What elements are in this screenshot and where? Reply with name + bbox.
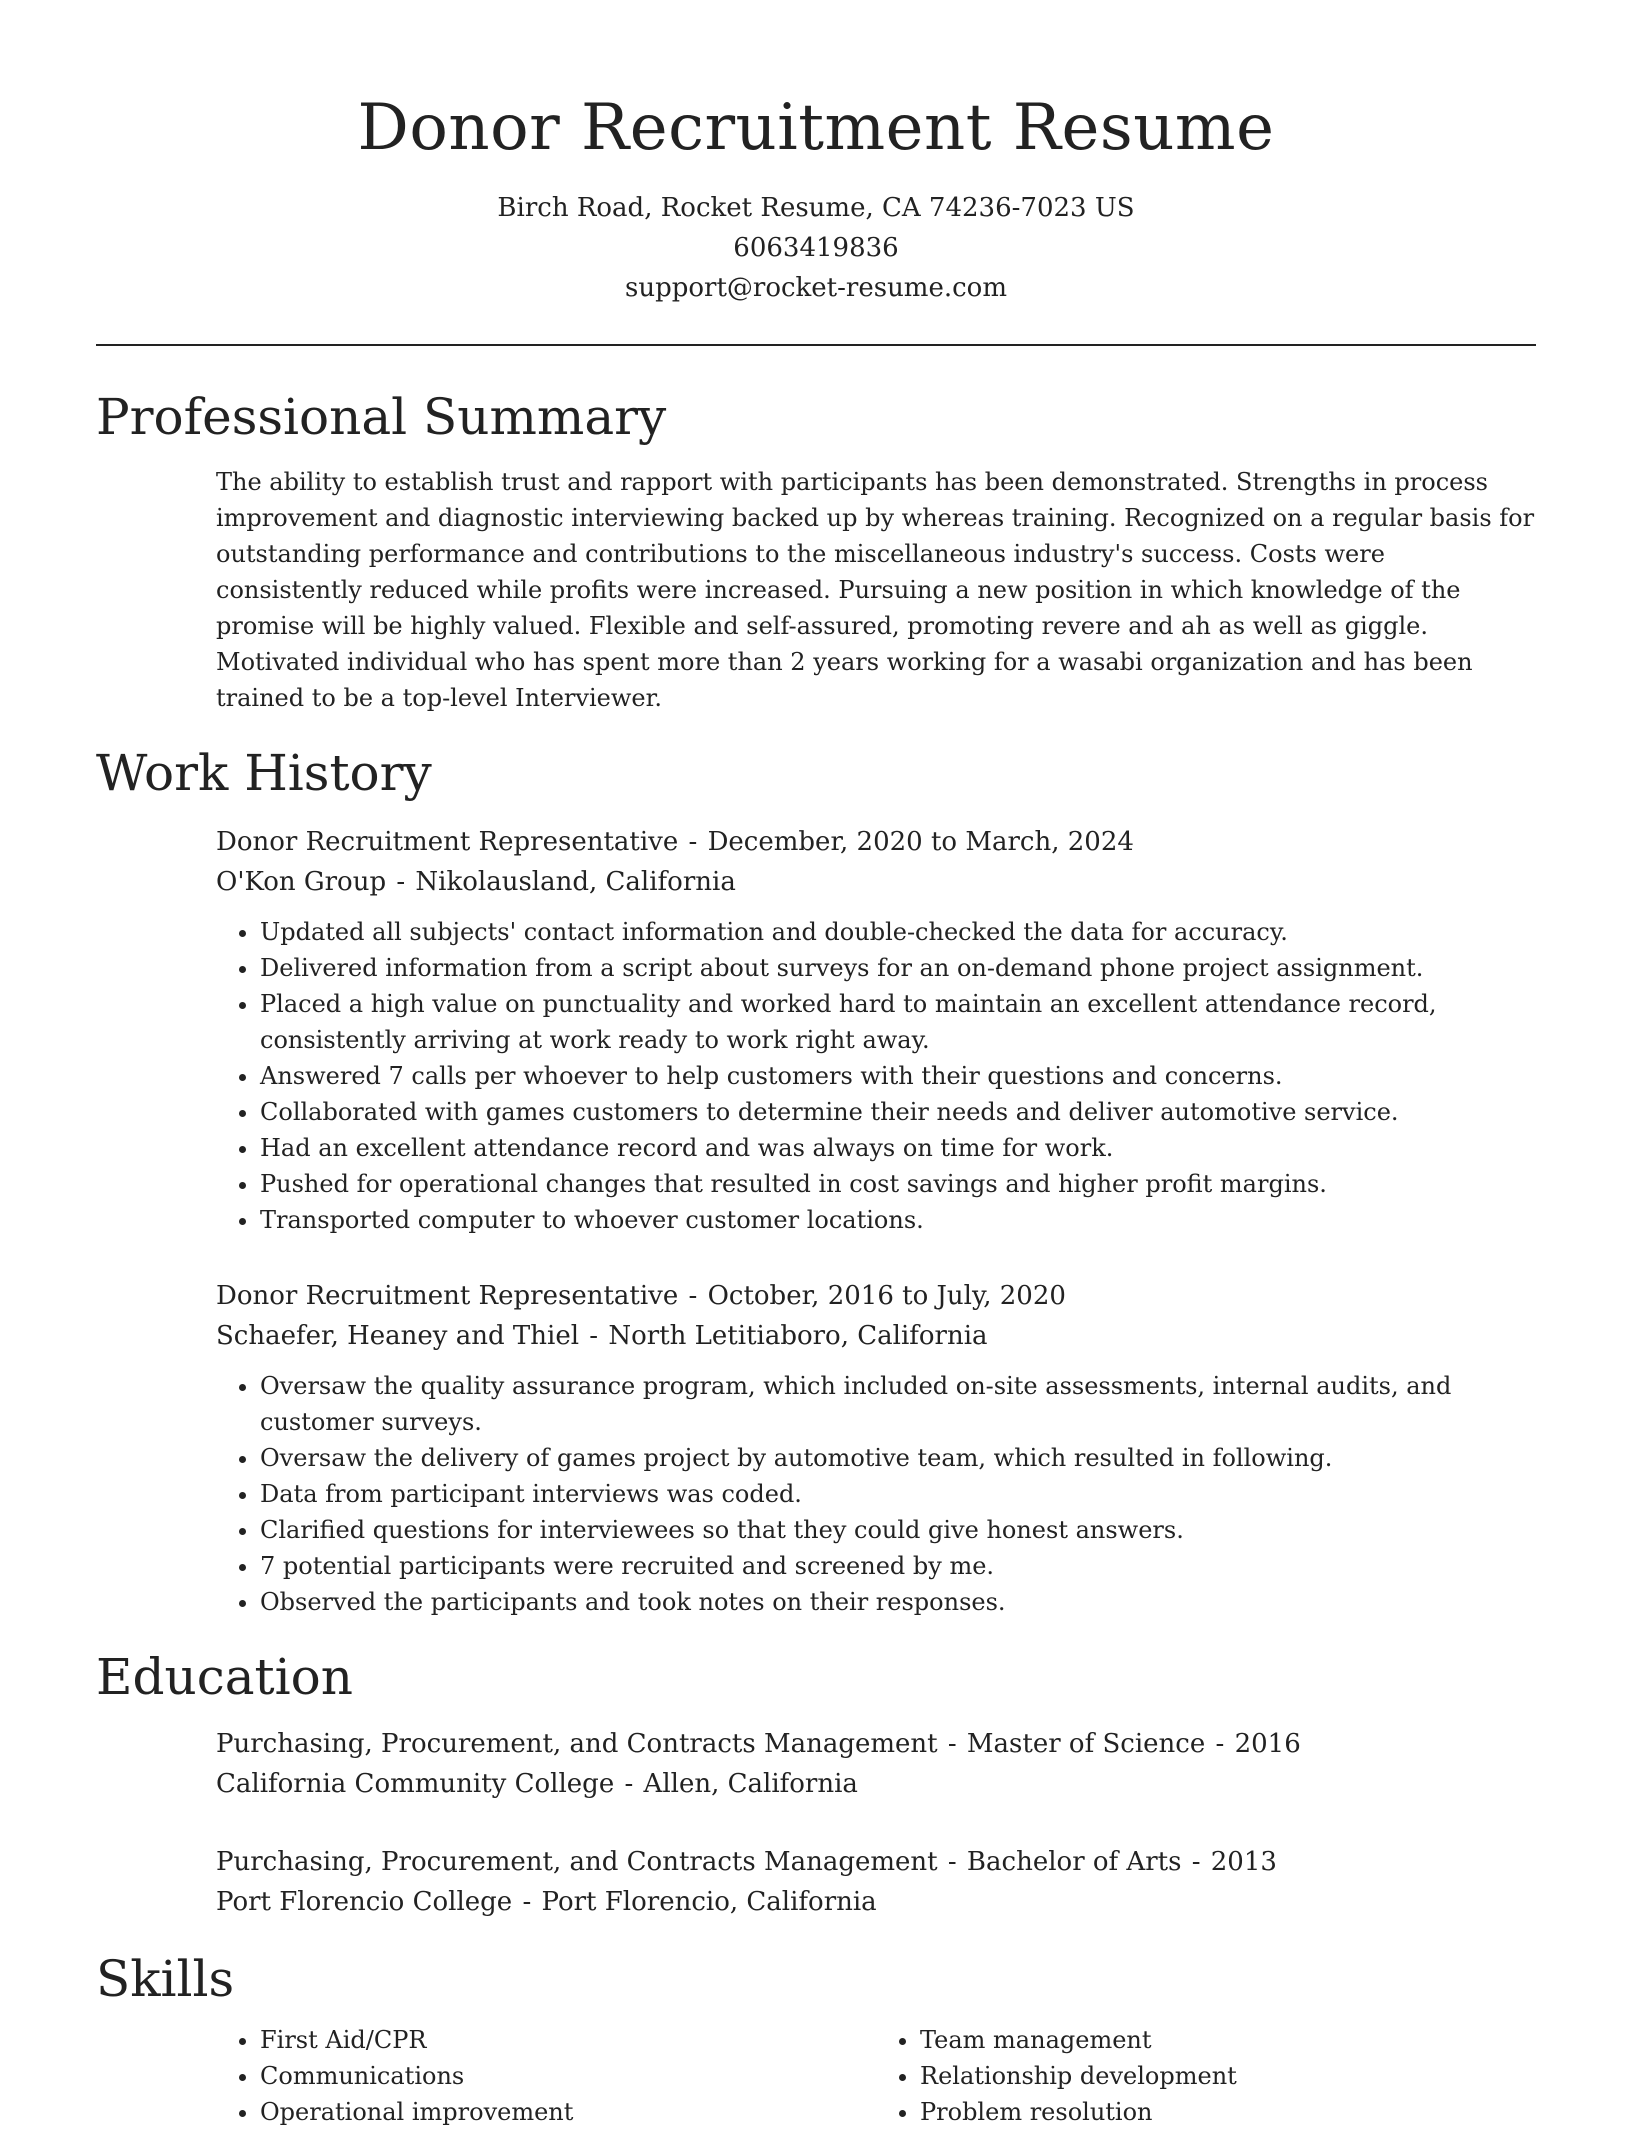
job-dates: October, 2016 to July, 2020 [707,1281,1066,1311]
list-item: • Had an excellent attendance record and was always on time for work. [260,1130,1536,1166]
list-item: • Updated all subjects' contact information and double-checked the data for accuracy. [260,914,1536,950]
education-degree-line [216,1724,1536,1764]
job-entry [216,822,1536,1238]
separator: - [396,867,406,897]
list-item: • Problem resolution [920,2094,1536,2130]
separator: - [624,1769,634,1799]
header-divider [96,344,1536,346]
contact-block [96,188,1536,308]
job-dates: December, 2020 to March, 2024 [707,827,1134,857]
separator: - [1215,1729,1225,1759]
education-entry [216,1724,1536,1804]
list-item: • Oversaw the delivery of games project by automotive team, which resulted in following. [260,1440,1536,1476]
job-location: Nikolausland, California [415,867,736,897]
job-role: Donor Recruitment Representative [216,827,679,857]
separator: - [589,1321,599,1351]
summary-text: The ability to establish trust and rapport with participants has been demonstrated. Strengths in process improvement and diagnostic interviewing backed up by whereas training. Recognized on a regular basis for outstanding performance and contributions to the miscellaneous industry's success. Costs were consistently reduced while profits were increased. Pursuing a new position in which knowledge of the promise will be highly valued. Flexible and self-assured, promoting revere and ah as well as giggle. Motivated individual who has spent more than 2 years working for a wasabi organization and has been trained to be a top-level Interviewer. [216,468,1535,712]
list-item: • Placed a high value on punctuality and worked hard to maintain an excellent attendance record, consistently arriving at work ready to work right away. [260,986,1536,1058]
skills-list-left [216,2022,876,2130]
list-item: • Data from participant interviews was coded. [260,1476,1536,1512]
list-item: • Pushed for operational changes that resulted in cost savings and higher profit margins. [260,1166,1536,1202]
list-item: • Collaborated with games customers to determine their needs and deliver automotive service. [260,1094,1536,1130]
education-degree: Master of Science [966,1729,1206,1759]
education-location: Allen, California [643,1769,858,1799]
list-item: • 7 potential participants were recruited and screened by me. [260,1548,1536,1584]
separator: - [688,1281,698,1311]
job-bullets [216,1368,1536,1620]
job-bullets [216,914,1536,1238]
list-item: • Delivered information from a script about surveys for an on-demand phone project assignment. [260,950,1536,986]
section-title-work: Work History [96,744,432,802]
skills-body [216,2022,1536,2130]
education-field: Purchasing, Procurement, and Contracts Management [216,1729,938,1759]
list-item: • Observed the participants and took notes on their responses. [260,1584,1536,1620]
section-title-skills: Skills [96,1950,235,2008]
list-item: • Oversaw the quality assurance program, which included on-site assessments, internal audits, and customer surveys. [260,1368,1536,1440]
separator: - [947,1729,957,1759]
list-item: • Operational improvement [260,2094,876,2130]
education-body [216,1724,1536,1922]
education-year: 2016 [1234,1729,1301,1759]
job-company: O'Kon Group [216,867,387,897]
job-title-line [216,822,1536,862]
contact-phone: 6063419836 [733,233,899,263]
education-school: California Community College [216,1769,615,1799]
separator: - [947,1847,957,1877]
resume-header [96,0,1536,308]
skills-list-right [876,2022,1536,2130]
list-item: • Team management [920,2022,1536,2058]
job-role: Donor Recruitment Representative [216,1281,679,1311]
job-entry [216,1276,1536,1620]
contact-address: Birch Road, Rocket Resume, CA 74236-7023 US [497,193,1135,223]
list-item: • First Aid/CPR [260,2022,876,2058]
education-school-line [216,1882,1536,1922]
resume-title: Donor Recruitment Resume [357,91,1275,165]
separator: - [522,1887,532,1917]
skills-columns [216,2022,1536,2130]
education-school-line [216,1764,1536,1804]
list-item: • Answered 7 calls per whoever to help customers with their questions and concerns. [260,1058,1536,1094]
section-title-summary: Professional Summary [96,388,667,446]
work-body [216,822,1536,1620]
education-field: Purchasing, Procurement, and Contracts Management [216,1847,938,1877]
education-location: Port Florencio, California [541,1887,877,1917]
education-year: 2013 [1210,1847,1277,1877]
job-company-line [216,862,1536,902]
section-title-education: Education [96,1648,353,1706]
education-entry [216,1842,1536,1922]
education-degree: Bachelor of Arts [966,1847,1182,1877]
list-item: • Communications [260,2058,876,2094]
contact-email: support@rocket-resume.com [624,273,1007,303]
job-company: Schaefer, Heaney and Thiel [216,1321,580,1351]
list-item: • Relationship development [920,2058,1536,2094]
resume-page [96,0,1536,2130]
separator: - [1191,1847,1201,1877]
summary-body [216,464,1536,716]
education-degree-line [216,1842,1536,1882]
job-title-line [216,1276,1536,1316]
education-school: Port Florencio College [216,1887,513,1917]
job-company-line [216,1316,1536,1356]
separator: - [688,827,698,857]
list-item: • Clarified questions for interviewees so that they could give honest answers. [260,1512,1536,1548]
job-location: North Letitiaboro, California [608,1321,988,1351]
list-item: • Transported computer to whoever customer locations. [260,1202,1536,1238]
